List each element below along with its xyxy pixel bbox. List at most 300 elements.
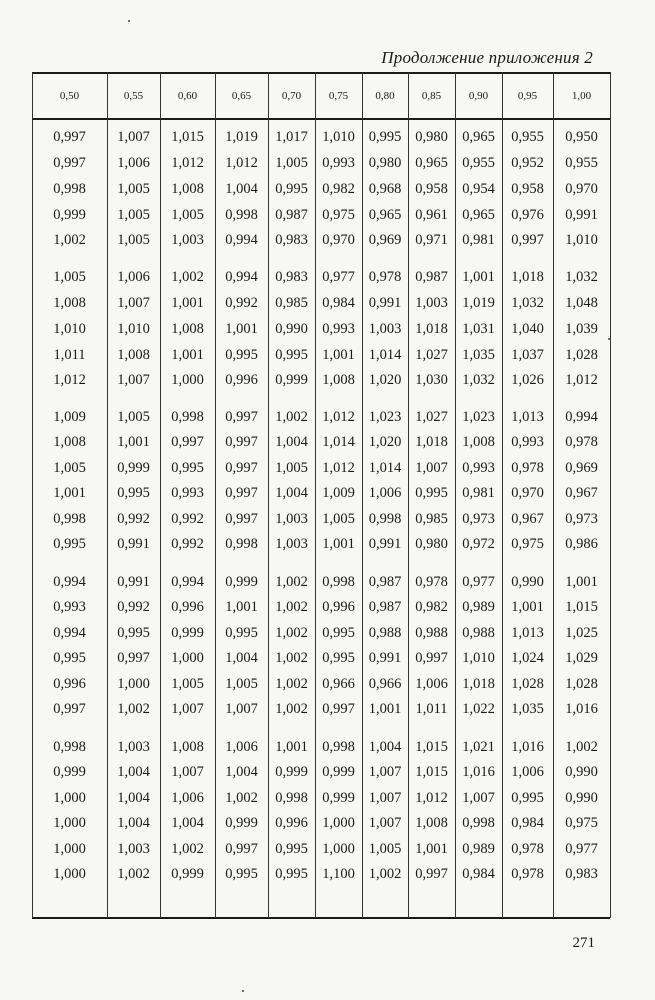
table-cell: 0,999: [53, 764, 86, 780]
table-cell: 1,017: [275, 129, 308, 145]
table-cell: 0,999: [171, 866, 204, 882]
table-cell: 1,024: [511, 650, 544, 666]
table-cell: 0,996: [225, 372, 258, 388]
table-cell: 1,039: [565, 321, 598, 337]
table-cell: 0,996: [322, 599, 355, 615]
table-cell: 0,982: [322, 181, 355, 197]
table-cell: 0,995: [225, 625, 258, 641]
table-cell: 1,003: [275, 511, 308, 527]
table-cell: 1,031: [462, 321, 495, 337]
table-cell: 1,000: [53, 790, 86, 806]
table-cell: 1,014: [368, 460, 402, 476]
table-cell: 0,993: [462, 460, 495, 476]
print-speck: [608, 338, 610, 340]
table-cell: 1,006: [511, 764, 544, 780]
table-cell: 1,003: [171, 232, 204, 248]
table-cell: 1,013: [511, 409, 544, 425]
table-cell: 0,996: [275, 815, 308, 831]
table-cell: 0,996: [171, 599, 204, 615]
table-cell: 1,100: [322, 866, 355, 882]
table-cell: 1,008: [53, 434, 86, 450]
table-cell: 0,997: [225, 485, 258, 501]
table-cell: 0,967: [511, 511, 544, 527]
table-cell: 0,980: [415, 536, 448, 552]
table-cell: 1,005: [117, 181, 150, 197]
table-cell: 1,032: [511, 295, 544, 311]
table-cell: 1,018: [511, 269, 544, 285]
column-header: 0,70: [281, 90, 302, 102]
table-cell: 0,994: [565, 409, 598, 425]
table-cell: 0,978: [511, 841, 544, 857]
table-cell: 0,993: [322, 321, 355, 337]
table-cell: 0,998: [53, 181, 86, 197]
table-cell: 1,001: [275, 739, 308, 755]
table-cell: 1,011: [53, 347, 86, 363]
table-cell: 0,967: [565, 485, 598, 501]
column-header: 1,00: [571, 90, 592, 102]
table-cell: 0,997: [225, 409, 258, 425]
table-cell: 0,984: [511, 815, 544, 831]
table-cell: 1,002: [225, 790, 258, 806]
table-cell: 0,987: [415, 269, 448, 285]
table-cell: 0,999: [171, 625, 204, 641]
table-cell: 1,012: [322, 409, 355, 425]
table-cell: 0,994: [53, 625, 86, 641]
table-cell: 1,003: [117, 841, 150, 857]
table-cell: 1,014: [368, 347, 402, 363]
table-cell: 0,995: [511, 790, 544, 806]
table-cell: 1,011: [415, 701, 448, 717]
table-cell: 1,008: [322, 372, 355, 388]
table-cell: 0,999: [322, 790, 355, 806]
table-cell: 1,027: [415, 409, 448, 425]
table-cell: 1,023: [368, 409, 402, 425]
table-cell: 0,980: [368, 155, 402, 171]
table-cell: 0,991: [117, 574, 150, 590]
table-cell: 1,002: [275, 599, 308, 615]
table-cell: 0,999: [225, 815, 258, 831]
table-cell: 1,005: [275, 155, 308, 171]
table-cell: 0,990: [565, 764, 598, 780]
table-header-rule: [32, 118, 610, 120]
table-cell: 1,000: [171, 650, 204, 666]
table-cell: 0,990: [565, 790, 598, 806]
table-cell: 1,015: [171, 129, 204, 145]
table-cell: 1,028: [565, 347, 598, 363]
table-cell: 0,976: [511, 207, 544, 223]
table-cell: 0,995: [275, 181, 308, 197]
table-cell: 1,008: [415, 815, 448, 831]
table-cell: 1,001: [322, 536, 355, 552]
table-cell: 0,988: [415, 625, 448, 641]
table-cell: 0,978: [368, 269, 402, 285]
table-cell: 1,030: [415, 372, 448, 388]
print-speck: [242, 990, 244, 992]
table-cell: 0,999: [53, 207, 86, 223]
table-cell: 1,007: [117, 129, 150, 145]
table-cell: 1,006: [368, 485, 402, 501]
table-cell: 0,975: [565, 815, 598, 831]
table-cell: 0,995: [171, 460, 204, 476]
table-cell: 0,990: [275, 321, 308, 337]
table-cell: 0,952: [511, 155, 544, 171]
table-cell: 1,006: [117, 155, 150, 171]
table-cell: 0,984: [322, 295, 355, 311]
table-cell: 0,984: [462, 866, 495, 882]
table-cell: 0,993: [171, 485, 204, 501]
table-cell: 1,005: [171, 207, 204, 223]
table-cell: 0,987: [368, 574, 402, 590]
column-header: 0,65: [231, 90, 252, 102]
table-cell: 0,973: [565, 511, 598, 527]
table-cell: 1,003: [117, 739, 150, 755]
table-cell: 1,002: [171, 269, 204, 285]
table-cell: 1,004: [225, 181, 258, 197]
table-cell: 1,006: [171, 790, 204, 806]
table-cell: 1,007: [171, 764, 204, 780]
table-cell: 0,985: [275, 295, 308, 311]
table-cell: 0,999: [275, 764, 308, 780]
table-cell: 1,005: [225, 676, 258, 692]
table-cell: 1,028: [565, 676, 598, 692]
table-cell: 0,991: [368, 536, 402, 552]
table-cell: 1,002: [275, 676, 308, 692]
table-cell: 1,004: [225, 650, 258, 666]
table-cell: 0,997: [53, 129, 86, 145]
table-cell: 0,992: [171, 511, 204, 527]
table-cell: 0,995: [415, 485, 448, 501]
table-cell: 0,982: [415, 599, 448, 615]
table-cell: 1,000: [322, 841, 355, 857]
table-cell: 0,983: [565, 866, 598, 882]
table-cell: 1,010: [53, 321, 86, 337]
table-cell: 0,994: [171, 574, 204, 590]
table-cell: 0,993: [322, 155, 355, 171]
table-cell: 1,005: [275, 460, 308, 476]
table-cell: 0,997: [225, 511, 258, 527]
table-cell: 1,000: [322, 815, 355, 831]
table-cell: 1,001: [565, 574, 598, 590]
table-cell: 1,002: [565, 739, 598, 755]
table-cell: 1,003: [415, 295, 448, 311]
table-cell: 0,995: [225, 347, 258, 363]
table-cell: 1,007: [117, 295, 150, 311]
table-cell: 1,037: [511, 347, 544, 363]
table-cell: 0,998: [171, 409, 204, 425]
table-cell: 0,995: [275, 347, 308, 363]
table-cell: 0,991: [565, 207, 598, 223]
table-cell: 0,969: [565, 460, 598, 476]
table-cell: 0,978: [565, 434, 598, 450]
table-cell: 1,008: [117, 347, 150, 363]
table-cell: 0,999: [322, 764, 355, 780]
table-cell: 1,002: [275, 409, 308, 425]
table-cell: 1,002: [171, 841, 204, 857]
table-cell: 1,006: [225, 739, 258, 755]
table-cell: 0,998: [225, 536, 258, 552]
table-cell: 1,001: [171, 295, 204, 311]
table-cell: 0,997: [171, 434, 204, 450]
table-cell: 0,995: [53, 536, 86, 552]
table-cell: 1,001: [511, 599, 544, 615]
table-cell: 0,988: [368, 625, 402, 641]
table-cell: 0,998: [275, 790, 308, 806]
table-cell: 1,020: [368, 434, 402, 450]
table-cell: 1,019: [225, 129, 258, 145]
table-cell: 1,021: [462, 739, 495, 755]
table-cell: 0,970: [565, 181, 598, 197]
table-cell: 1,005: [171, 676, 204, 692]
table-cell: 0,995: [225, 866, 258, 882]
table-cell: 1,008: [171, 181, 204, 197]
table-cell: 1,006: [415, 676, 448, 692]
column-divider: [610, 72, 611, 918]
table-cell: 0,965: [415, 155, 448, 171]
table-cell: 1,004: [117, 764, 150, 780]
table-cell: 1,002: [53, 232, 86, 248]
table-cell: 0,958: [511, 181, 544, 197]
table-cell: 0,992: [117, 599, 150, 615]
table-cell: 0,987: [368, 599, 402, 615]
table-cell: 1,010: [322, 129, 355, 145]
table-cell: 0,965: [462, 129, 495, 145]
table-cell: 0,998: [322, 574, 355, 590]
table-cell: 1,001: [225, 321, 258, 337]
table-cell: 0,991: [368, 650, 402, 666]
table-cell: 0,965: [368, 207, 402, 223]
table-cell: 0,997: [53, 701, 86, 717]
table-cell: 1,008: [171, 321, 204, 337]
table-cell: 1,004: [368, 739, 402, 755]
table-cell: 0,998: [462, 815, 495, 831]
table-cell: 0,995: [117, 625, 150, 641]
table-cell: 1,007: [415, 460, 448, 476]
table-cell: 0,986: [565, 536, 598, 552]
table-cell: 0,992: [117, 511, 150, 527]
table-cell: 1,005: [322, 511, 355, 527]
table-cell: 0,968: [368, 181, 402, 197]
table-cell: 0,990: [511, 574, 544, 590]
table-cell: 1,004: [275, 485, 308, 501]
table-cell: 0,995: [275, 841, 308, 857]
table-cell: 0,997: [117, 650, 150, 666]
table-cell: 1,009: [322, 485, 355, 501]
table-cell: 0,971: [415, 232, 448, 248]
table-cell: 0,972: [462, 536, 495, 552]
table-cell: 0,958: [415, 181, 448, 197]
table-cell: 0,977: [322, 269, 355, 285]
table-cell: 0,999: [225, 574, 258, 590]
table-cell: 0,955: [565, 155, 598, 171]
table-cell: 0,966: [322, 676, 355, 692]
table-caption: Продолжение приложения 2: [381, 48, 593, 67]
table-cell: 0,992: [225, 295, 258, 311]
table-cell: 0,999: [275, 372, 308, 388]
table-cell: 1,015: [415, 739, 448, 755]
table-cell: 0,996: [53, 676, 86, 692]
table-cell: 1,000: [171, 372, 204, 388]
column-header: 0,60: [177, 90, 198, 102]
table-cell: 0,997: [225, 460, 258, 476]
table-cell: 0,997: [415, 866, 448, 882]
table-cell: 1,016: [565, 701, 598, 717]
table-cell: 1,004: [275, 434, 308, 450]
table-cell: 1,035: [462, 347, 495, 363]
table-cell: 1,008: [171, 739, 204, 755]
table-cell: 0,993: [511, 434, 544, 450]
table-cell: 0,993: [53, 599, 86, 615]
table-cell: 0,995: [322, 650, 355, 666]
table-cell: 0,989: [462, 599, 495, 615]
table-cell: 1,002: [275, 574, 308, 590]
table-cell: 0,981: [462, 485, 495, 501]
column-header: 0,50: [59, 90, 80, 102]
table-cell: 1,001: [415, 841, 448, 857]
table-cell: 1,035: [511, 701, 544, 717]
table-cell: 0,995: [368, 129, 402, 145]
table-cell: 0,961: [415, 207, 448, 223]
table-cell: 1,002: [275, 625, 308, 641]
table-cell: 0,975: [322, 207, 355, 223]
table-cell: 1,016: [511, 739, 544, 755]
table-cell: 1,001: [53, 485, 86, 501]
table-cell: 1,007: [462, 790, 495, 806]
table-cell: 1,026: [511, 372, 544, 388]
table-bottom-rule: [32, 917, 610, 919]
table-cell: 1,002: [117, 866, 150, 882]
table-cell: 1,004: [171, 815, 204, 831]
table-cell: 1,006: [117, 269, 150, 285]
column-header: 0,75: [328, 90, 349, 102]
table-cell: 1,000: [117, 676, 150, 692]
table-cell: 0,950: [565, 129, 598, 145]
table-cell: 1,004: [225, 764, 258, 780]
table-cell: 1,032: [565, 269, 598, 285]
column-header: 0,90: [468, 90, 489, 102]
table-cell: 1,005: [117, 207, 150, 223]
column-header: 0,95: [517, 90, 538, 102]
table-cell: 1,022: [462, 701, 495, 717]
table-cell: 1,001: [225, 599, 258, 615]
table-cell: 0,992: [171, 536, 204, 552]
table-cell: 1,019: [462, 295, 495, 311]
table-cell: 1,001: [322, 347, 355, 363]
table-cell: 1,000: [53, 866, 86, 882]
table-cell: 1,001: [171, 347, 204, 363]
table-cell: 1,010: [117, 321, 150, 337]
column-header: 0,85: [421, 90, 442, 102]
table-cell: 1,004: [117, 815, 150, 831]
table-cell: 0,998: [322, 739, 355, 755]
table-cell: 0,999: [117, 460, 150, 476]
table-cell: 1,010: [462, 650, 495, 666]
table-cell: 0,966: [368, 676, 402, 692]
table-cell: 0,955: [511, 129, 544, 145]
table-cell: 1,018: [462, 676, 495, 692]
table-cell: 1,012: [171, 155, 204, 171]
table-cell: 0,994: [225, 232, 258, 248]
table-cell: 0,991: [117, 536, 150, 552]
table-cell: 0,997: [53, 155, 86, 171]
table-cell: 1,007: [225, 701, 258, 717]
table-cell: 1,015: [565, 599, 598, 615]
table-cell: 0,970: [322, 232, 355, 248]
table-cell: 1,000: [53, 841, 86, 857]
table-cell: 1,000: [53, 815, 86, 831]
table-cell: 0,977: [565, 841, 598, 857]
table-cell: 1,008: [462, 434, 495, 450]
table-cell: 0,981: [462, 232, 495, 248]
table-cell: 1,028: [511, 676, 544, 692]
table-cell: 0,978: [511, 866, 544, 882]
table-cell: 0,983: [275, 232, 308, 248]
table-cell: 0,998: [225, 207, 258, 223]
table-cell: 1,016: [462, 764, 495, 780]
table-cell: 0,978: [415, 574, 448, 590]
table-cell: 1,002: [275, 701, 308, 717]
table-cell: 1,012: [225, 155, 258, 171]
table-cell: 1,005: [368, 841, 402, 857]
table-cell: 1,029: [565, 650, 598, 666]
table-cell: 0,991: [368, 295, 402, 311]
table-cell: 0,995: [117, 485, 150, 501]
table-cell: 0,994: [53, 574, 86, 590]
table-cell: 0,969: [368, 232, 402, 248]
column-header: 0,80: [375, 90, 395, 102]
table-cell: 0,995: [322, 625, 355, 641]
table-cell: 1,027: [415, 347, 448, 363]
table-cell: 0,978: [511, 460, 544, 476]
table-cell: 0,995: [53, 650, 86, 666]
table-cell: 1,012: [53, 372, 86, 388]
table-cell: 0,977: [462, 574, 495, 590]
table-cell: 0,997: [225, 434, 258, 450]
table-cell: 1,007: [171, 701, 204, 717]
table-cell: 1,001: [368, 701, 402, 717]
column-header: 0,55: [123, 90, 144, 102]
table-cell: 0,989: [462, 841, 495, 857]
table-cell: 1,005: [117, 409, 150, 425]
table-cell: 1,004: [117, 790, 150, 806]
table-cell: 1,005: [53, 460, 86, 476]
table-cell: 0,995: [275, 866, 308, 882]
table-cell: 1,001: [117, 434, 150, 450]
table-cell: 0,987: [275, 207, 308, 223]
table-cell: 1,012: [565, 372, 598, 388]
table-cell: 1,018: [415, 321, 448, 337]
table-cell: 1,040: [511, 321, 544, 337]
table-cell: 0,997: [415, 650, 448, 666]
table-cell: 1,023: [462, 409, 495, 425]
table-cell: 1,020: [368, 372, 402, 388]
table-cell: 0,998: [53, 511, 86, 527]
table-cell: 1,013: [511, 625, 544, 641]
table-cell: 1,007: [368, 790, 402, 806]
table-cell: 0,955: [462, 155, 495, 171]
table-cell: 1,007: [117, 372, 150, 388]
table-cell: 1,003: [275, 536, 308, 552]
table-cell: 1,002: [275, 650, 308, 666]
table-cell: 1,048: [565, 295, 598, 311]
table-cell: 0,997: [225, 841, 258, 857]
table-cell: 1,012: [415, 790, 448, 806]
table-cell: 1,005: [117, 232, 150, 248]
table-cell: 0,954: [462, 181, 495, 197]
table-cell: 0,997: [322, 701, 355, 717]
table-cell: 1,005: [53, 269, 86, 285]
table-cell: 1,002: [368, 866, 402, 882]
page-number: 271: [572, 935, 595, 951]
